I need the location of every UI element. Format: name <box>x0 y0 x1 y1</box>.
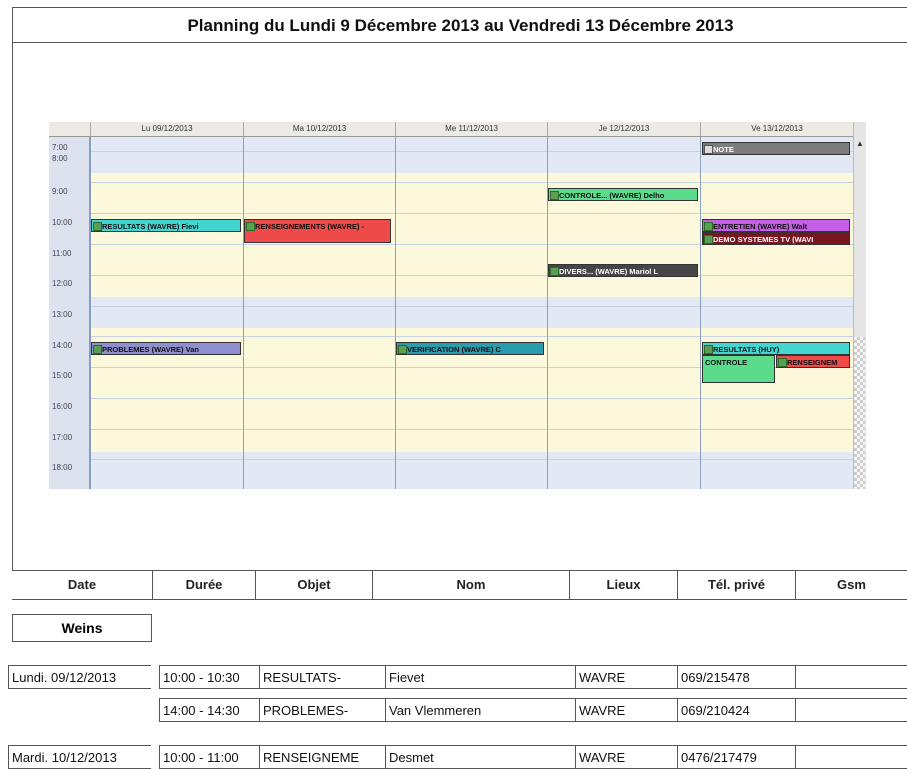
appointment[interactable] <box>702 342 850 355</box>
time-label: 7:00 <box>52 143 68 152</box>
column-header: Durée <box>152 571 255 599</box>
day-column[interactable] <box>700 137 853 489</box>
appointment-label: RENSEIGNEM <box>787 358 838 367</box>
phone-cell: 0476/217479 <box>677 745 795 769</box>
table-row[interactable] <box>8 698 907 722</box>
name-cell: Van Vlemmeren <box>385 698 575 722</box>
appointment[interactable] <box>244 219 391 243</box>
column-header: Date <box>67 577 97 592</box>
appointment-label: CONTROLE... (WAVRE) Delho <box>559 191 665 200</box>
time-label: 17:00 <box>52 433 73 442</box>
table-header <box>12 570 907 600</box>
place-cell: WAVRE <box>575 665 677 689</box>
appointment[interactable] <box>548 188 698 201</box>
phone-cell: 069/215478 <box>677 665 795 689</box>
title-box <box>12 7 907 43</box>
duration-cell: 14:00 - 14:30 <box>159 698 259 722</box>
time-label: 10:00 <box>52 218 73 227</box>
time-column <box>49 137 90 489</box>
column-header: Gsm <box>795 571 907 599</box>
appointment[interactable] <box>702 355 775 383</box>
group-label: Weins <box>12 614 152 642</box>
gsm-cell <box>795 745 907 769</box>
calendar-header <box>49 122 853 137</box>
column-header: Nom <box>372 571 569 599</box>
gsm-cell <box>795 665 907 689</box>
calendar-week-view[interactable] <box>49 122 865 489</box>
appointment-label: VERIFICATION (WAVRE) C <box>407 345 501 354</box>
appointment-icon <box>550 267 559 276</box>
appointment-icon <box>704 345 713 354</box>
name-cell: Fievet <box>385 665 575 689</box>
time-label: 14:00 <box>52 341 73 350</box>
appointment-icon <box>704 235 713 244</box>
appointment-icon <box>398 345 407 354</box>
object-cell: RESULTATS- <box>259 665 385 689</box>
appointment-label: DEMO SYSTEMES TV (WAVI <box>713 235 814 244</box>
phone-cell: 069/210424 <box>677 698 795 722</box>
day-column[interactable] <box>243 137 395 489</box>
appointment-label: RENSEIGNEMENTS (WAVRE) - <box>255 222 365 231</box>
appointment-label: DIVERS... (WAVRE) Mariol L <box>559 267 659 276</box>
time-label: 11:00 <box>52 249 72 258</box>
calendar-grid[interactable] <box>90 137 853 489</box>
date-cell: Lundi. 09/12/2013 <box>8 665 151 689</box>
time-label: 8:00 <box>52 154 68 163</box>
table-row[interactable] <box>8 745 907 769</box>
appointment-icon <box>778 358 787 367</box>
appointment[interactable] <box>776 355 850 368</box>
appointment[interactable] <box>91 219 241 232</box>
appointment-icon <box>93 345 102 354</box>
appointment[interactable] <box>702 219 850 232</box>
appointment-label: CONTROLE <box>705 358 748 367</box>
day-column[interactable] <box>395 137 547 489</box>
place-cell: WAVRE <box>575 698 677 722</box>
appointment[interactable] <box>396 342 544 355</box>
time-label: 18:00 <box>52 463 73 472</box>
scroll-up-icon[interactable]: ▲ <box>856 139 864 148</box>
time-label: 16:00 <box>52 402 73 411</box>
scroll-thumb[interactable] <box>854 337 865 489</box>
place-cell: WAVRE <box>575 745 677 769</box>
appointment-label: RESULTATS (WAVRE) Fievi <box>102 222 199 231</box>
page-title: Planning du Lundi 9 Décembre 2013 au Vendredi 13 Décembre 2013 <box>187 16 734 35</box>
date-cell: Mardi. 10/12/2013 <box>8 745 151 769</box>
appointment-icon <box>246 222 255 231</box>
day-column[interactable] <box>90 137 243 489</box>
time-label: 13:00 <box>52 310 73 319</box>
day-header[interactable]: Ve 13/12/2013 <box>700 122 853 136</box>
day-header[interactable]: Ma 10/12/2013 <box>243 122 395 136</box>
appointment-label: PROBLEMES (WAVRE) Van <box>102 345 199 354</box>
appointment[interactable] <box>91 342 241 355</box>
object-cell: RENSEIGNEME <box>259 745 385 769</box>
time-label: 15:00 <box>52 371 73 380</box>
column-header: Tél. privé <box>677 571 795 599</box>
column-header: Objet <box>255 571 372 599</box>
appointment[interactable] <box>548 264 698 277</box>
time-label: 12:00 <box>52 279 73 288</box>
appointment-icon <box>704 222 713 231</box>
note-icon <box>704 145 713 154</box>
appointment[interactable] <box>702 142 850 155</box>
day-header[interactable]: Me 11/12/2013 <box>395 122 547 136</box>
appointment-label: ENTRETIEN (WAVRE) Walt <box>713 222 808 231</box>
column-header: Lieux <box>569 571 677 599</box>
object-cell: PROBLEMES- <box>259 698 385 722</box>
duration-cell: 10:00 - 10:30 <box>159 665 259 689</box>
day-header[interactable]: Je 12/12/2013 <box>547 122 700 136</box>
appointment[interactable] <box>702 232 850 245</box>
appointment-icon <box>93 222 102 231</box>
calendar-scrollbar[interactable] <box>853 122 866 489</box>
name-cell: Desmet <box>385 745 575 769</box>
appointment-label: RESULTATS (HUY) <box>713 345 780 354</box>
time-label: 9:00 <box>52 187 68 196</box>
table-row[interactable] <box>8 665 907 689</box>
appointment-label: NOTE <box>713 145 734 154</box>
gsm-cell <box>795 698 907 722</box>
day-header[interactable]: Lu 09/12/2013 <box>90 122 243 136</box>
appointment-icon <box>550 191 559 200</box>
duration-cell: 10:00 - 11:00 <box>159 745 259 769</box>
